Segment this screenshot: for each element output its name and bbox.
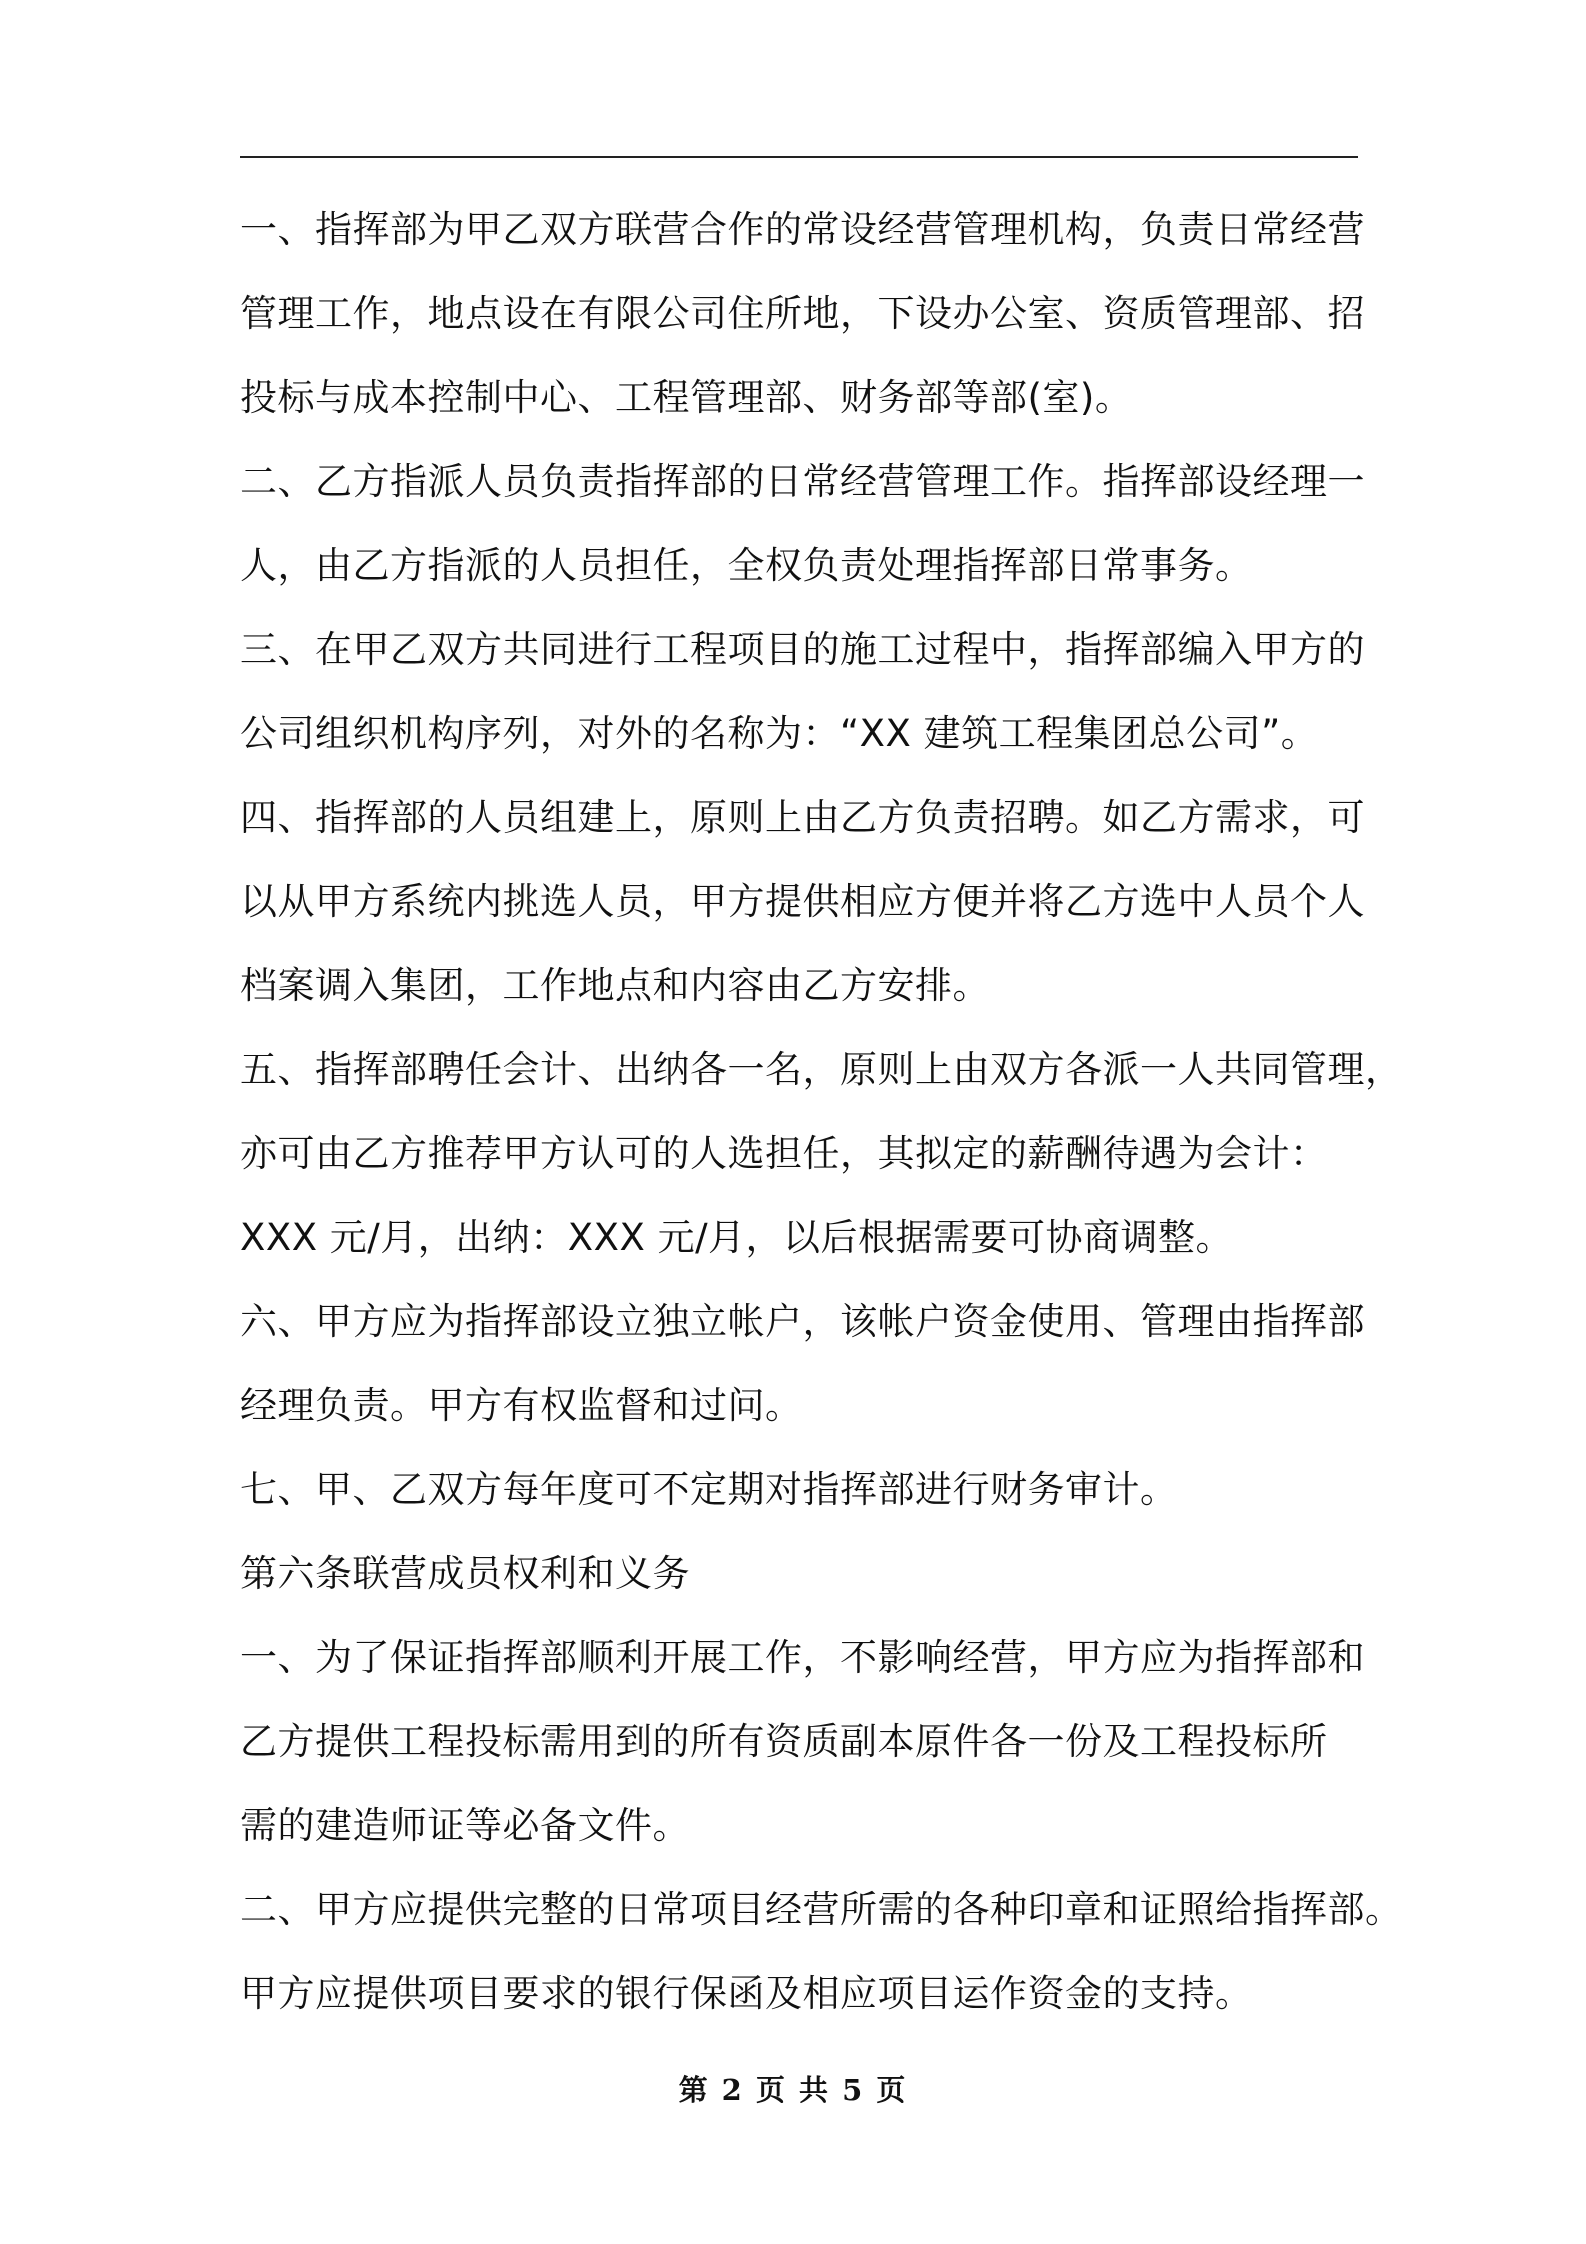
- text-line: 一、指挥部为甲乙双方联营合作的常设经营管理机构，负责日常经营: [240, 208, 1365, 251]
- paragraph: [240, 1448, 1380, 1532]
- text-line: 二、甲方应提供完整的日常项目经营所需的各种印章和证照给指挥部。: [240, 1888, 1403, 1931]
- paragraph: [240, 776, 1380, 1028]
- text-line: 甲方应提供项目要求的银行保函及相应项目运作资金的支持。: [240, 1972, 1253, 2015]
- text-line: 七、甲、乙双方每年度可不定期对指挥部进行财务审计。: [240, 1468, 1178, 1511]
- text-line: 公司组织机构序列，对外的名称为：“XX 建筑工程集团总公司”。: [240, 712, 1319, 755]
- text-line: 六、甲方应为指挥部设立独立帐户，该帐户资金使用、管理由指挥部: [240, 1300, 1365, 1343]
- text-line: 以从甲方系统内挑选人员，甲方提供相应方便并将乙方选中人员个人: [240, 880, 1365, 923]
- text-line: 五、指挥部聘任会计、出纳各一名，原则上由双方各派一人共同管理，: [240, 1048, 1403, 1091]
- header-divider: [240, 156, 1358, 158]
- paragraph: [240, 1280, 1380, 1448]
- text-line: 第六条联营成员权利和义务: [240, 1552, 690, 1595]
- text-line: 四、指挥部的人员组建上，原则上由乙方负责招聘。如乙方需求，可: [240, 796, 1365, 839]
- text-line: 亦可由乙方推荐甲方认可的人选担任，其拟定的薪酬待遇为会计：: [240, 1132, 1328, 1175]
- text-line: 二、乙方指派人员负责指挥部的日常经营管理工作。指挥部设经理一: [240, 460, 1365, 503]
- document-body: [240, 188, 1403, 2036]
- paragraph: [240, 1868, 1403, 2036]
- text-line: 三、在甲乙双方共同进行工程项目的施工过程中，指挥部编入甲方的: [240, 628, 1365, 671]
- paragraph: [240, 440, 1380, 608]
- paragraph: [240, 608, 1380, 776]
- text-line: 一、为了保证指挥部顺利开展工作，不影响经营，甲方应为指挥部和: [240, 1636, 1365, 1679]
- text-line: 管理工作，地点设在有限公司住所地，下设办公室、资质管理部、招: [240, 292, 1365, 335]
- text-line: 投标与成本控制中心、工程管理部、财务部等部(室)。: [240, 376, 1133, 419]
- page-number-footer: 第 2 页 共 5 页: [678, 2073, 908, 2107]
- text-line: 经理负责。甲方有权监督和过问。: [240, 1384, 803, 1427]
- text-line: 人，由乙方指派的人员担任，全权负责处理指挥部日常事务。: [240, 544, 1253, 587]
- section-heading: [240, 1532, 1380, 1616]
- paragraph: [240, 1028, 1403, 1280]
- paragraph: [240, 1616, 1380, 1868]
- paragraph: [240, 188, 1380, 440]
- text-line: 档案调入集团，工作地点和内容由乙方安排。: [240, 964, 990, 1007]
- text-line: XXX 元/月，出纳：XXX 元/月，以后根据需要可协商调整。: [240, 1216, 1234, 1259]
- text-line: 需的建造师证等必备文件。: [240, 1804, 690, 1847]
- text-line: 乙方提供工程投标需用到的所有资质副本原件各一份及工程投标所: [240, 1720, 1328, 1763]
